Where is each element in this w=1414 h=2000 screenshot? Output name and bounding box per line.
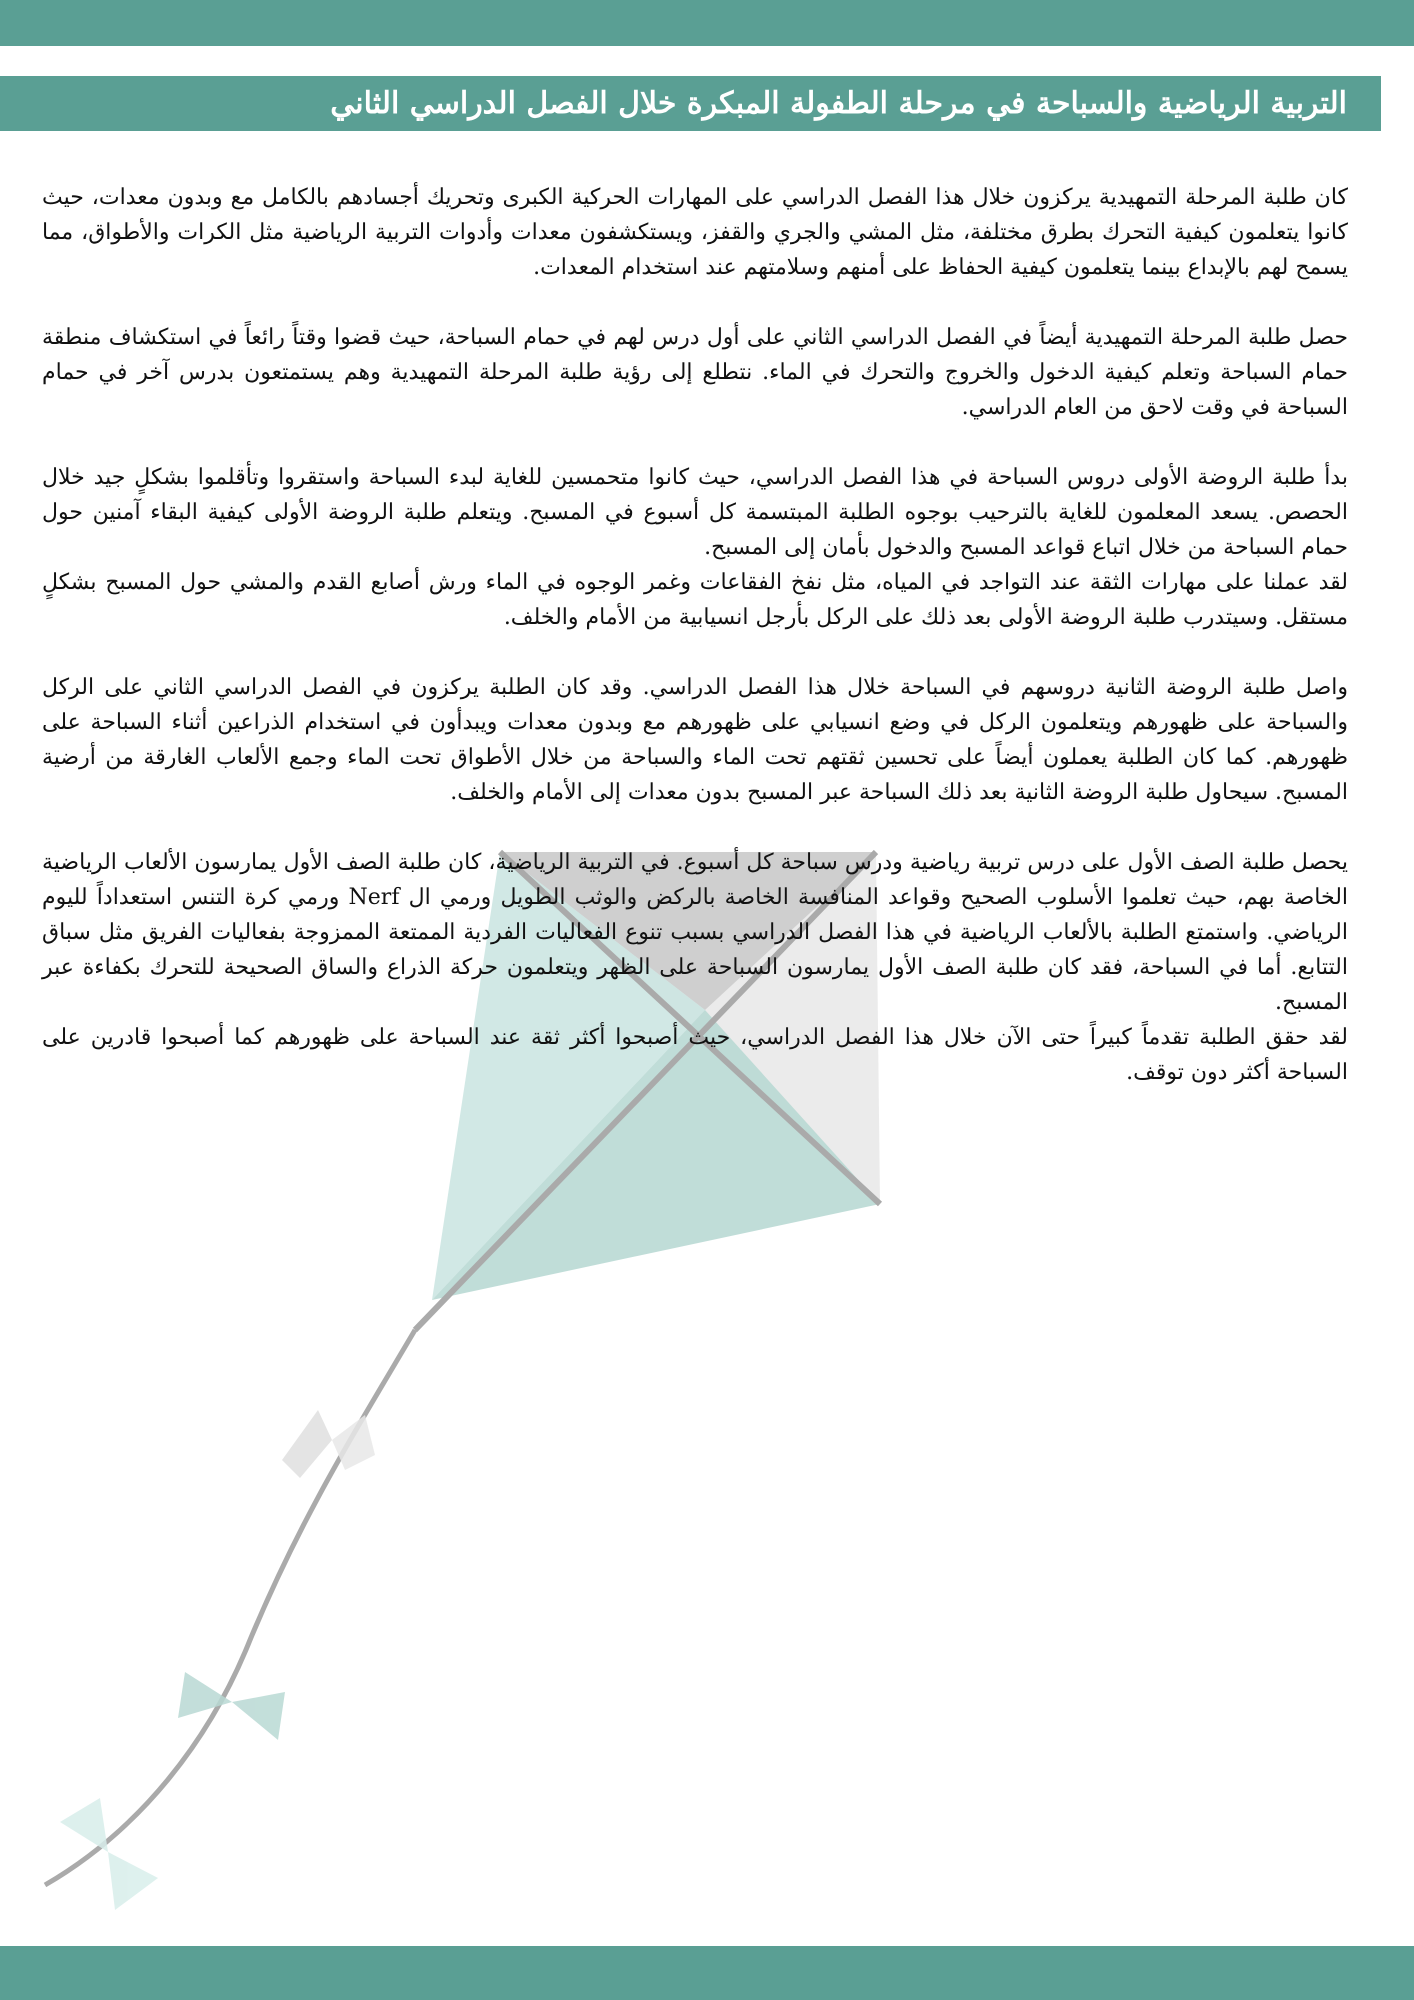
bottom-decorative-bar [0,1946,1414,2000]
paragraph-6: يحصل طلبة الصف الأول على درس تربية رياضية ودرس سباحة كل أسبوع. في التربية الرياضية، كان طلبة الصف الأول يمارسون الألعاب الرياضية الخاصة بهم، حيث تعلموا الأسلوب الصحيح وقواعد المنافسة الخاصة بالركض والوثب الطويل ورمي ال Nerf ورمي كرة التنس استعداداً لليوم الرياضي. واستمتع الطلبة بالألعاب الرياضية في هذا الفصل الدراسي بسبب تنوع الفعاليات الفردية الممتعة الممزوجة بفعاليات الفريق مثل سباق التتابع. أما في السباحة، فقد كان طلبة الصف الأول يمارسون السباحة على الظهر ويتعلمون حركة الذراع والساق الصحيحة للتحرك بكفاءة عبر المسبح. [42,850,1349,1015]
paragraph-7: لقد حقق الطلبة تقدماً كبيراً حتى الآن خلال هذا الفصل الدراسي، حيث أصبحوا أكثر ثقة عند السباحة على ظهورهم كما أصبحوا قادرين على السباحة أكثر دون توقف. [42,1025,1349,1085]
kite-bow-3 [60,1798,158,1910]
paragraph-3: بدأ طلبة الروضة الأولى دروس السباحة في هذا الفصل الدراسي، حيث كانوا متحمسين للغاية لبدء السباحة واستقروا وتأقلموا بشكلٍ جيد خلال الحصص. يسعد المعلمون للغاية بالترحيب بوجوه الطلبة المبتسمة كل أسبوع في المسبح. ويتعلم طلبة الروضة الأولى كيفية البقاء آمنين حول حمام السباحة من خلال اتباع قواعد المسبح والدخول بأمان إلى المسبح. [42,465,1348,560]
paragraph-4: لقد عملنا على مهارات الثقة عند التواجد في المياه، مثل نفخ الفقاعات وغمر الوجوه في الماء ورش أصابع القدم والمشي حول المسبح بشكلٍ مستقل. وسيتدرب طلبة الروضة الأولى بعد ذلك على الركل بأرجل انسيابية من الأمام والخلف. [42,570,1348,630]
kite-bow-1 [282,1410,375,1478]
paragraph-5: واصل طلبة الروضة الثانية دروسهم في السباحة خلال هذا الفصل الدراسي. وقد كان الطلبة يركزون في الفصل الدراسي الثاني على الركل والسباحة على ظهورهم ويتعلمون الركل في وضع انسيابي على ظهورهم مع وبدون معدات ويبدأون في استخدام الذراعين أثناء السباحة على ظهورهم. كما كان الطلبة يعملون أيضاً على تحسين ثقتهم تحت الماء والسباحة من خلال الأطواق تحت الماء وجمع الألعاب الغارقة من أرضية المسبح. سيحاول طلبة الروضة الثانية بعد ذلك السباحة عبر المسبح بدون معدات إلى الأمام والخلف. [42,675,1348,805]
page-title: التربية الرياضية والسباحة في مرحلة الطفولة المبكرة خلال الفصل الدراسي الثاني [330,86,1347,121]
paragraph-1: كان طلبة المرحلة التمهيدية يركزون خلال هذا الفصل الدراسي على المهارات الحركية الكبرى وتحريك أجسادهم بالكامل مع وبدون معدات، حيث كانوا يتعلمون كيفية التحرك بطرق مختلفة، مثل المشي والجري والقفز، ويستكشفون معدات وأدوات التربية الرياضية مثل الكرات والأطواق، مما يسمح لهم بالإبداع بينما يتعلمون كيفية الحفاظ على أمنهم وسلامتهم عند استخدام المعدات. [42,185,1348,280]
article-body [42,180,1348,1090]
paragraph-2: حصل طلبة المرحلة التمهيدية أيضاً في الفصل الدراسي الثاني على أول درس لهم في حمام السباحة، حيث قضوا وقتاً رائعاً في استكشاف منطقة حمام السباحة وتعلم كيفية الدخول والخروج والتحرك في الماء. نتطلع إلى رؤية طلبة المرحلة التمهيدية وهم يستمتعون بدرس آخر في حمام السباحة في وقت لاحق من العام الدراسي. [42,325,1349,420]
